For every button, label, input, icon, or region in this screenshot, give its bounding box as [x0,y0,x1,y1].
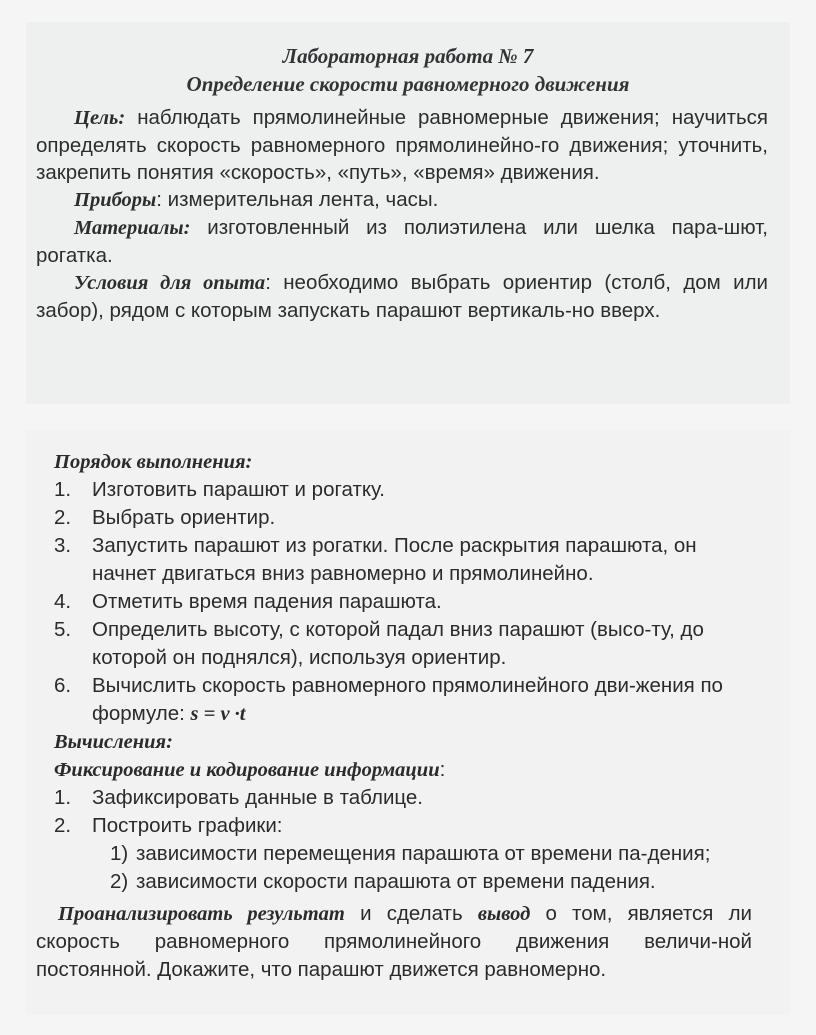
materials-label: Материалы: [74,217,191,239]
page-subtitle: Определение скорости равномерного движения [186,72,630,96]
list-item: 1. Изготовить парашют и рогатку. [54,478,385,501]
list-item: 1. Зафиксировать данные в таблице. [54,786,424,809]
list-item: 3. Запустить парашют из рогатки. После раскрытия парашюта, он начнет двигаться вниз равномерно и прямолинейно. [54,534,697,585]
devices-text: : измерительная лента, часы. [156,188,439,211]
recording-list [26,784,790,840]
graph-sublist [26,840,790,896]
conditions-label: Условия для опыта [74,272,266,294]
list-item: 2. Выбрать ориентир. [54,506,276,529]
lab-procedure-section [26,430,790,1015]
conclusion-paragraph: Проанализировать результат и сделать вывод о том, является ли скорость равномерного прямолинейного движения величи-ной постоянной. Докажите, что парашют движется равномерно. [36,902,753,981]
materials-text: изготовленный из полиэтилена или шелка пара-шют, рогатка. [36,216,768,267]
calculations-heading: Вычисления: [54,731,173,753]
goal-paragraph [36,104,768,186]
list-item: 1) зависимости перемещения парашюта от времени па-дения; [110,842,711,865]
list-item: 2. Построить графики: [54,814,283,837]
velocity-formula: s = v ·t [190,703,246,725]
list-item: 4. Отметить время падения парашюта. [54,590,442,613]
procedure-list [26,476,790,728]
list-item: 5. Определить высоту, с которой падал вниз парашют (высо-ту, до которой он поднялся), используя ориентир. [54,618,704,669]
materials-paragraph [36,214,768,269]
goal-text: наблюдать прямолинейные равномерные движения; научиться определять скорость равномерного прямолинейно-го движения; уточнить, закрепить понятия «скорость», «путь», «время» движения. [36,106,768,184]
recording-heading-line: Фиксирование и кодирование информации: [54,758,446,781]
goal-label: Цель: [74,107,126,129]
recording-heading: Фиксирование и кодирование информации [54,759,440,781]
conditions-paragraph [36,269,768,324]
lab-intro-section [26,22,790,404]
list-item: 6. Вычислить скорость равномерного прямолинейного дви-жения по формуле: s = v ·t [54,674,723,725]
devices-label: Приборы [74,189,157,211]
procedure-heading: Порядок выполнения: [54,451,253,473]
devices-paragraph [36,186,768,214]
page-title: Лабораторная работа № 7 [282,44,534,68]
list-item: 2) зависимости скорости парашюта от времени падения. [110,870,656,893]
conditions-text: : необходимо выбрать ориентир (столб, дом или забор), рядом с которым запускать парашют вертикаль-но вверх. [36,271,768,322]
